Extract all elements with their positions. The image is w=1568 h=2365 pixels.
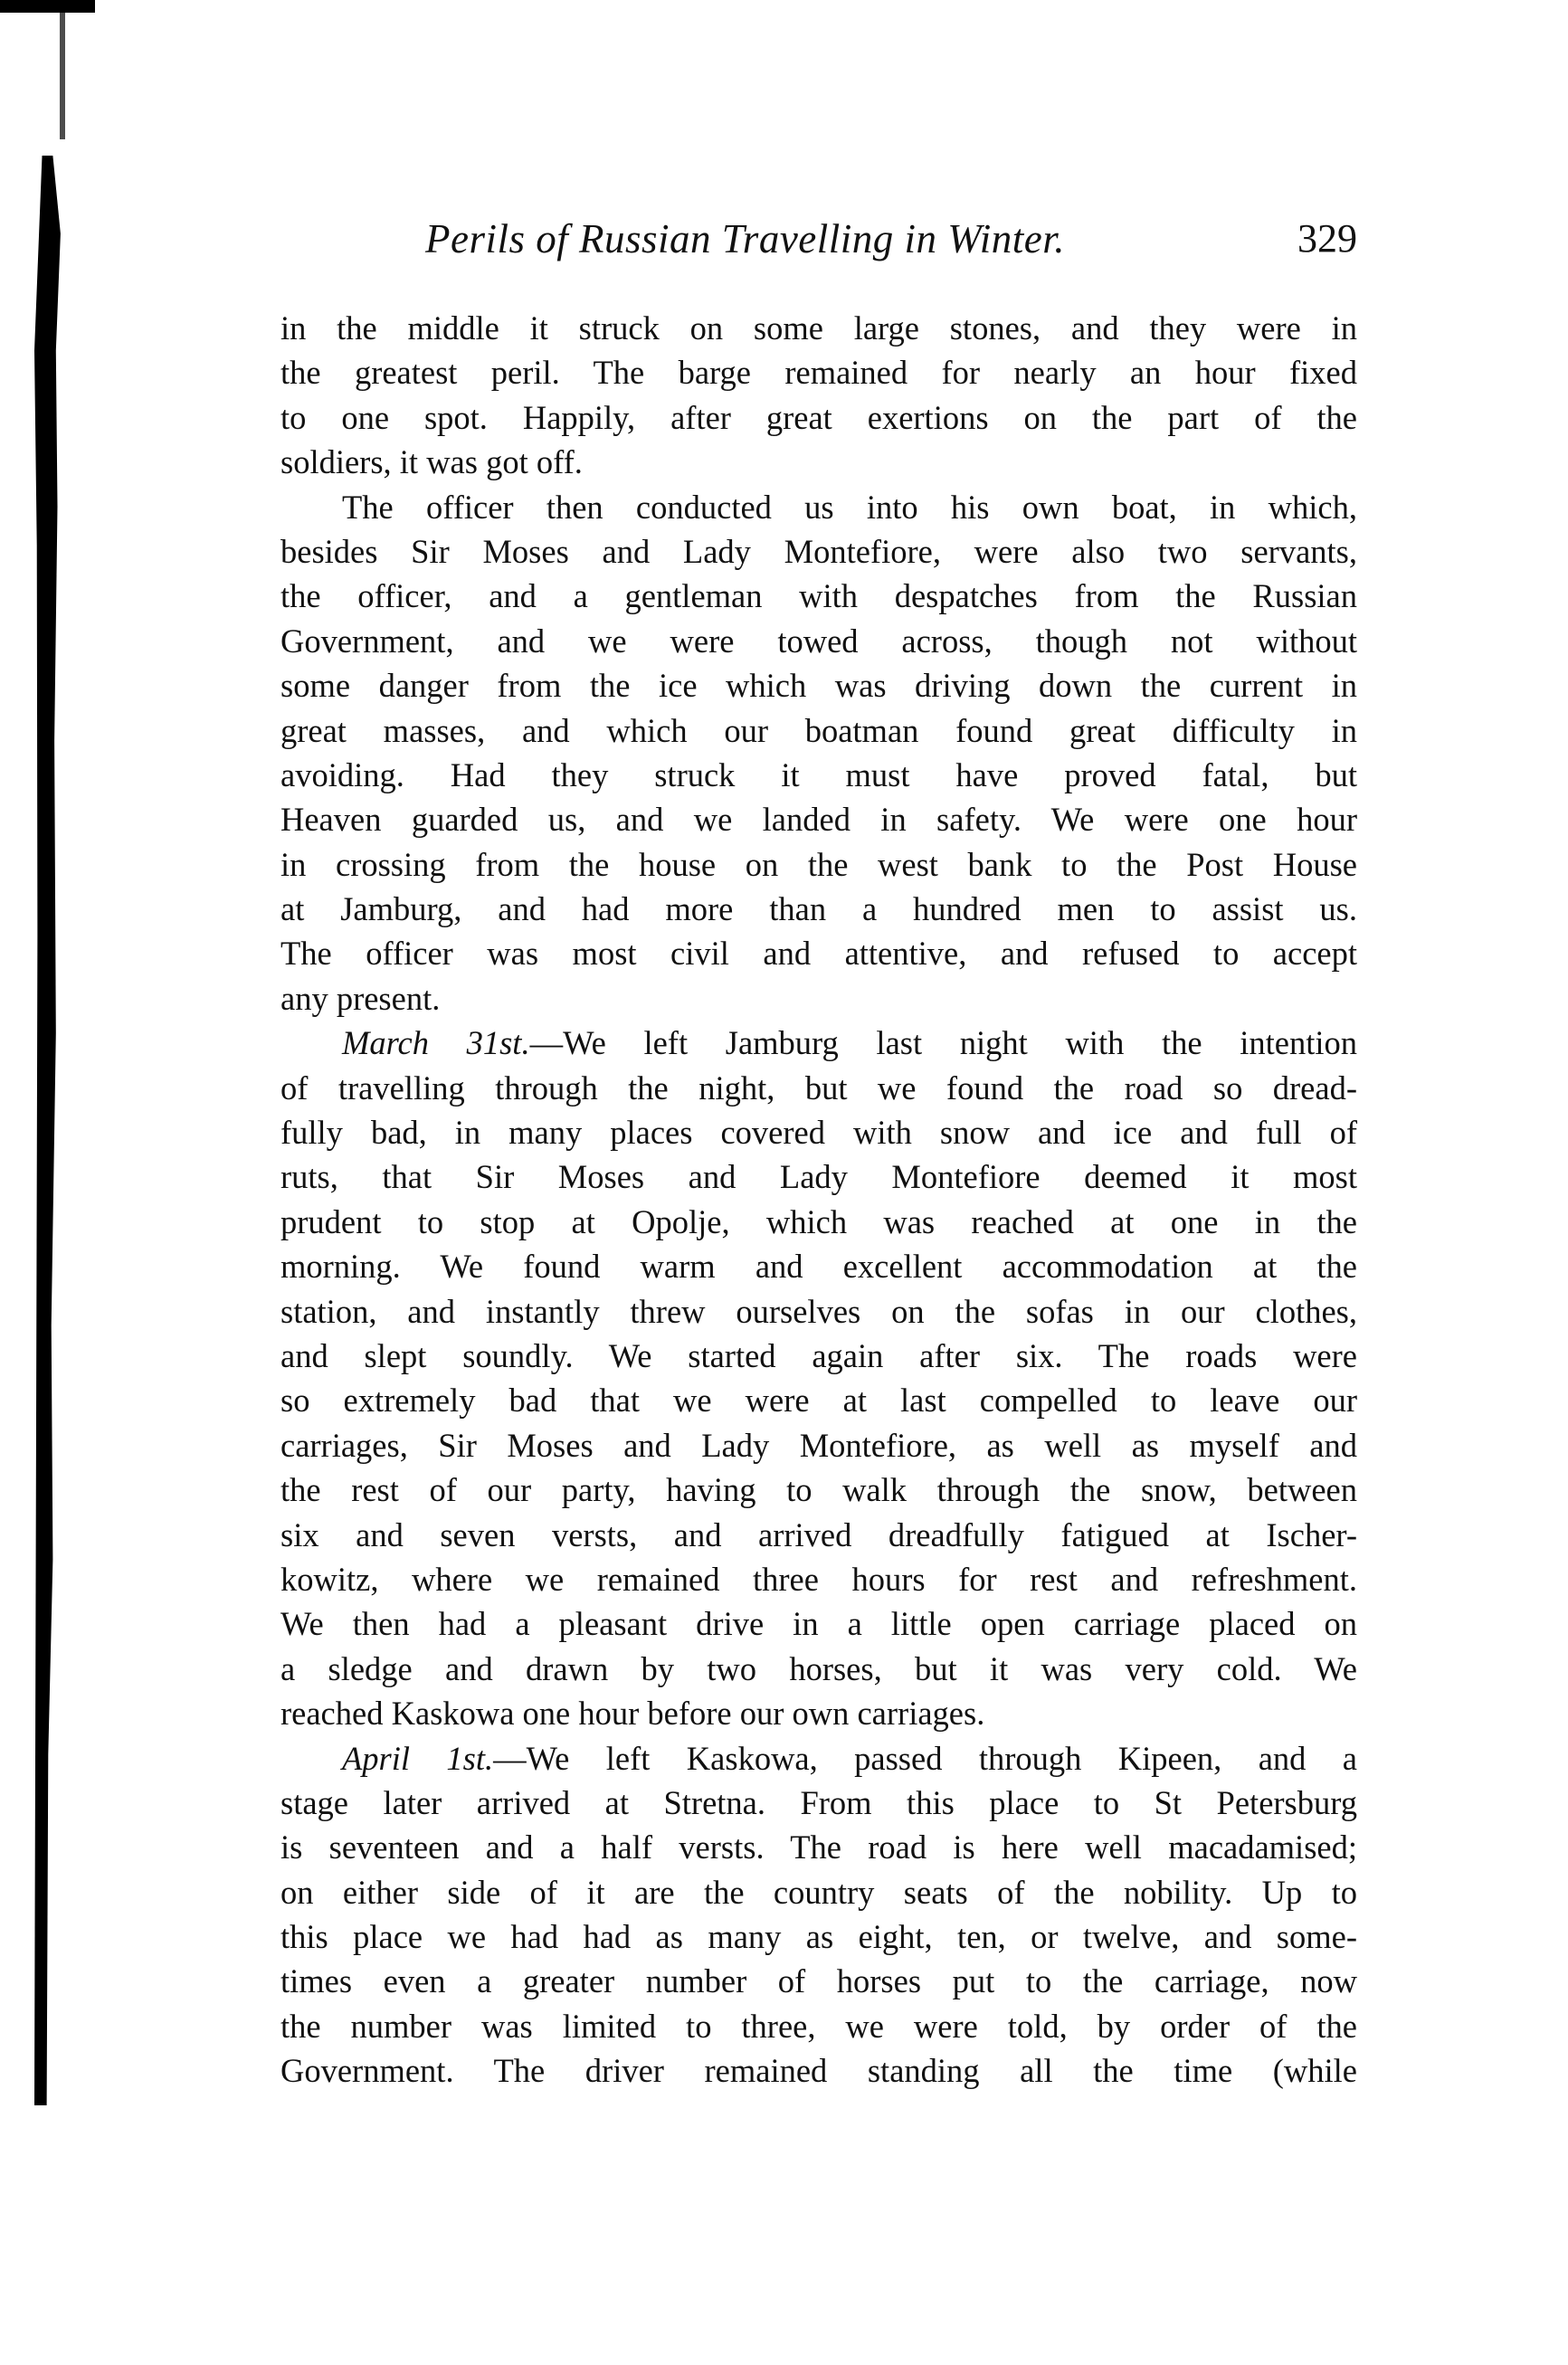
text-line (280, 2048, 1357, 2093)
line-text: at Jamburg, and had more than a hundred men to assist us. (280, 890, 1357, 928)
line-text: stage later arrived at Stretna. From this place to St Petersburg (280, 1783, 1357, 1821)
line-text: so extremely bad that we were at last compelled to leave our (280, 1382, 1357, 1420)
line-text: station, and instantly threw ourselves on the sofas in our clothes, (280, 1292, 1357, 1330)
line-text: fully bad, in many places covered with snow and ice and full of (280, 1114, 1357, 1152)
text-line (280, 1914, 1357, 1959)
line-text: reached Kaskowa one hour before our own carriages. (280, 1695, 985, 1733)
text-line (280, 1825, 1357, 1869)
line-text: morning. We found warm and excellent accommodation at the (280, 1248, 1357, 1286)
line-text: carriages, Sir Moses and Lady Montefiore, as well as myself and (280, 1426, 1357, 1464)
line-text: to one spot. Happily, after great exertions on the part of the (280, 398, 1357, 436)
line-text: Heaven guarded us, and we landed in safety. We were one hour (280, 801, 1357, 839)
body-text (280, 306, 1357, 2094)
line-text: and slept soundly. We started again after six. The roads were (280, 1336, 1357, 1374)
text-line (280, 976, 1357, 1021)
text-line (280, 1021, 1357, 1065)
line-text: The officer was most civil and attentive, and refused to accept (280, 935, 1357, 973)
line-text: We then had a pleasant drive in a little open carriage placed on (280, 1605, 1357, 1643)
scan-binding-shadow (34, 156, 65, 2105)
text-line (280, 1736, 1357, 1781)
line-text: prudent to stop at Opolje, which was reached at one in the (280, 1202, 1357, 1240)
text-line (280, 708, 1357, 753)
line-text: —We left Kaskowa, passed through Kipeen, and a (493, 1739, 1357, 1777)
text-line (280, 842, 1357, 887)
line-text: ruts, that Sir Moses and Lady Montefiore deemed it most (280, 1158, 1357, 1196)
text-line (280, 485, 1357, 529)
line-text: some danger from the ice which was driving down the current in (280, 667, 1357, 705)
line-text: avoiding. Had they struck it must have proved fatal, but (280, 755, 1357, 793)
paragraph (280, 306, 1357, 485)
text-line (280, 1110, 1357, 1154)
text-line (280, 1557, 1357, 1601)
line-text: besides Sir Moses and Lady Montefiore, were also two servants, (280, 532, 1357, 570)
page-number: 329 (1297, 216, 1357, 261)
text-line (280, 1154, 1357, 1199)
paragraph (280, 1021, 1357, 1735)
text-line (280, 753, 1357, 797)
text-line (280, 1513, 1357, 1557)
text-line (280, 440, 1357, 484)
line-text: in the middle it struck on some large stones, and they were in (280, 309, 1357, 347)
text-line (280, 1781, 1357, 1825)
date-heading: April 1st. (342, 1739, 494, 1777)
date-heading: March 31st. (342, 1024, 530, 1062)
scan-binding-shadow-stem (60, 13, 65, 139)
text-line (280, 1467, 1357, 1512)
line-text: great masses, and which our boatman found great difficulty in (280, 711, 1357, 749)
line-text: —We left Jamburg last night with the intention (529, 1024, 1357, 1062)
text-line (280, 1423, 1357, 1467)
paragraph (280, 485, 1357, 1021)
line-text: the greatest peril. The barge remained for nearly an hour fixed (280, 354, 1357, 392)
scan-binding-shadow-top (0, 0, 95, 13)
line-text: six and seven versts, and arrived dreadfully fatigued at Ischer- (280, 1515, 1357, 1553)
text-line (280, 1378, 1357, 1422)
text-line (280, 797, 1357, 841)
line-text: is seventeen and a half versts. The road is here well macadamised; (280, 1828, 1357, 1866)
text-line (280, 574, 1357, 618)
line-text: soldiers, it was got off. (280, 443, 583, 481)
text-line (280, 2004, 1357, 2048)
line-text: kowitz, where we remained three hours for rest and refreshment. (280, 1560, 1357, 1598)
text-line (280, 1870, 1357, 1914)
text-line (280, 1959, 1357, 2003)
line-text: the number was limited to three, we were told, by order of the (280, 2007, 1357, 2045)
running-head-title: Perils of Russian Travelling in Winter. (425, 216, 1066, 261)
line-text: of travelling through the night, but we found the road so dread- (280, 1069, 1357, 1107)
text-line (280, 529, 1357, 574)
text-line (280, 1066, 1357, 1110)
paragraph (280, 1736, 1357, 2094)
text-line (280, 1200, 1357, 1244)
text-line (280, 306, 1357, 350)
line-text: the rest of our party, having to walk through the snow, between (280, 1471, 1357, 1509)
text-line (280, 1647, 1357, 1691)
line-text: The officer then conducted us into his own boat, in which, (342, 488, 1357, 526)
line-text: Government. The driver remained standing all the time (while (280, 2052, 1357, 2090)
text-line (280, 887, 1357, 931)
line-text: a sledge and drawn by two horses, but it was very cold. We (280, 1649, 1357, 1687)
line-text: any present. (280, 979, 441, 1017)
text-line (280, 1244, 1357, 1288)
text-line (280, 1334, 1357, 1378)
text-line (280, 619, 1357, 663)
text-line (280, 1289, 1357, 1334)
line-text: times even a greater number of horses put to the carriage, now (280, 1962, 1357, 2000)
line-text: Government, and we were towed across, though not without (280, 622, 1357, 660)
text-line (280, 931, 1357, 975)
line-text: in crossing from the house on the west bank to the Post House (280, 845, 1357, 883)
running-head (425, 215, 1357, 270)
line-text: on either side of it are the country seats of the nobility. Up to (280, 1873, 1357, 1911)
line-text: the officer, and a gentleman with despatches from the Russian (280, 577, 1357, 615)
text-line (280, 663, 1357, 708)
text-line (280, 350, 1357, 394)
line-text: this place we had had as many as eight, ten, or twelve, and some- (280, 1918, 1357, 1956)
text-line (280, 1601, 1357, 1646)
text-line (280, 395, 1357, 440)
text-line (280, 1691, 1357, 1735)
